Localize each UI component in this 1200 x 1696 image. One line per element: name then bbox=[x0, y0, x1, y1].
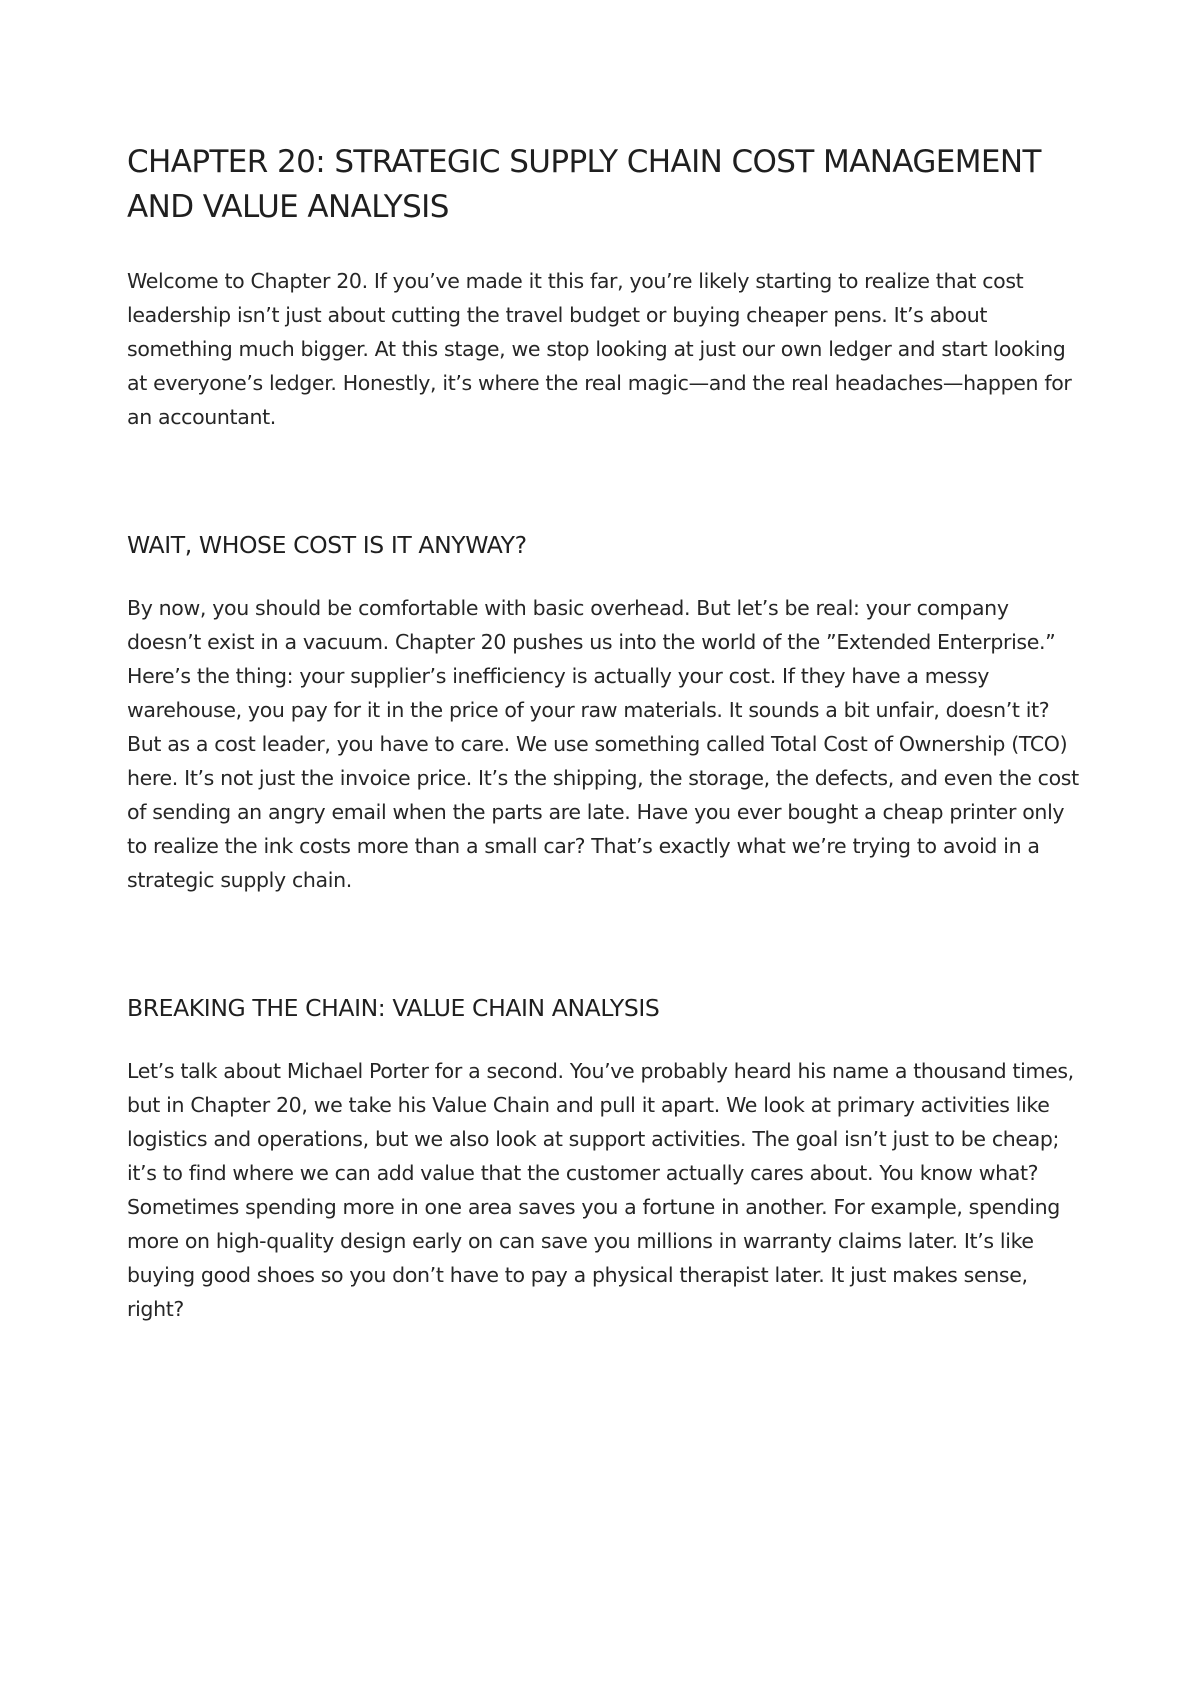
intro-paragraph: Welcome to Chapter 20. If you’ve made it this far, you’re likely starting to realize that cost leadership isn’t just about cutting the travel budget or buying cheaper pens. It’s about something much bigger. At this stage, we stop looking at just our own ledger and start looking at everyone’s ledger. Honestly, it’s where the real magic—and the real headaches—happen for an accountant. bbox=[127, 269, 1072, 429]
section-heading: WAIT, WHOSE COST IS IT ANYWAY? bbox=[127, 531, 527, 559]
intro-block bbox=[127, 264, 1087, 434]
section-heading: BREAKING THE CHAIN: VALUE CHAIN ANALYSIS bbox=[127, 994, 660, 1022]
chapter-title: CHAPTER 20: STRATEGIC SUPPLY CHAIN COST MANAGEMENT AND VALUE ANALYSIS bbox=[127, 144, 1041, 225]
section-paragraph: Let’s talk about Michael Porter for a second. You’ve probably heard his name a thousand times, but in Chapter 20, we take his Value Chain and pull it apart. We look at primary activities like logistics and operations, but we also look at support activities. The goal isn’t just to be cheap; it’s to find where we can add value that the customer actually cares about. You know what? Sometimes spending more in one area saves you a fortune in another. For example, spending more on high-quality design early on can save you millions in warranty claims later. It’s like buying good shoes so you don’t have to pay a physical therapist later. It just makes sense, right? bbox=[127, 1059, 1074, 1321]
document-page bbox=[127, 140, 1087, 1326]
section-value-chain bbox=[127, 991, 1087, 1326]
section-whose-cost bbox=[127, 528, 1087, 897]
section-paragraph: By now, you should be comfortable with basic overhead. But let’s be real: your company doesn’t exist in a vacuum. Chapter 20 pushes us into the world of the ”Extended Enterprise.” Here’s the thing: your supplier’s inefficiency is actually your cost. If they have a messy warehouse, you pay for it in the price of your raw materials. It sounds a bit unfair, doesn’t it? But as a cost leader, you have to care. We use something called Total Cost of Ownership (TCO) here. It’s not just the invoice price. It’s the shipping, the storage, the defects, and even the cost of sending an angry email when the parts are late. Have you ever bought a cheap printer only to realize the ink costs more than a small car? That’s exactly what we’re trying to avoid in a strategic supply chain. bbox=[127, 596, 1079, 892]
